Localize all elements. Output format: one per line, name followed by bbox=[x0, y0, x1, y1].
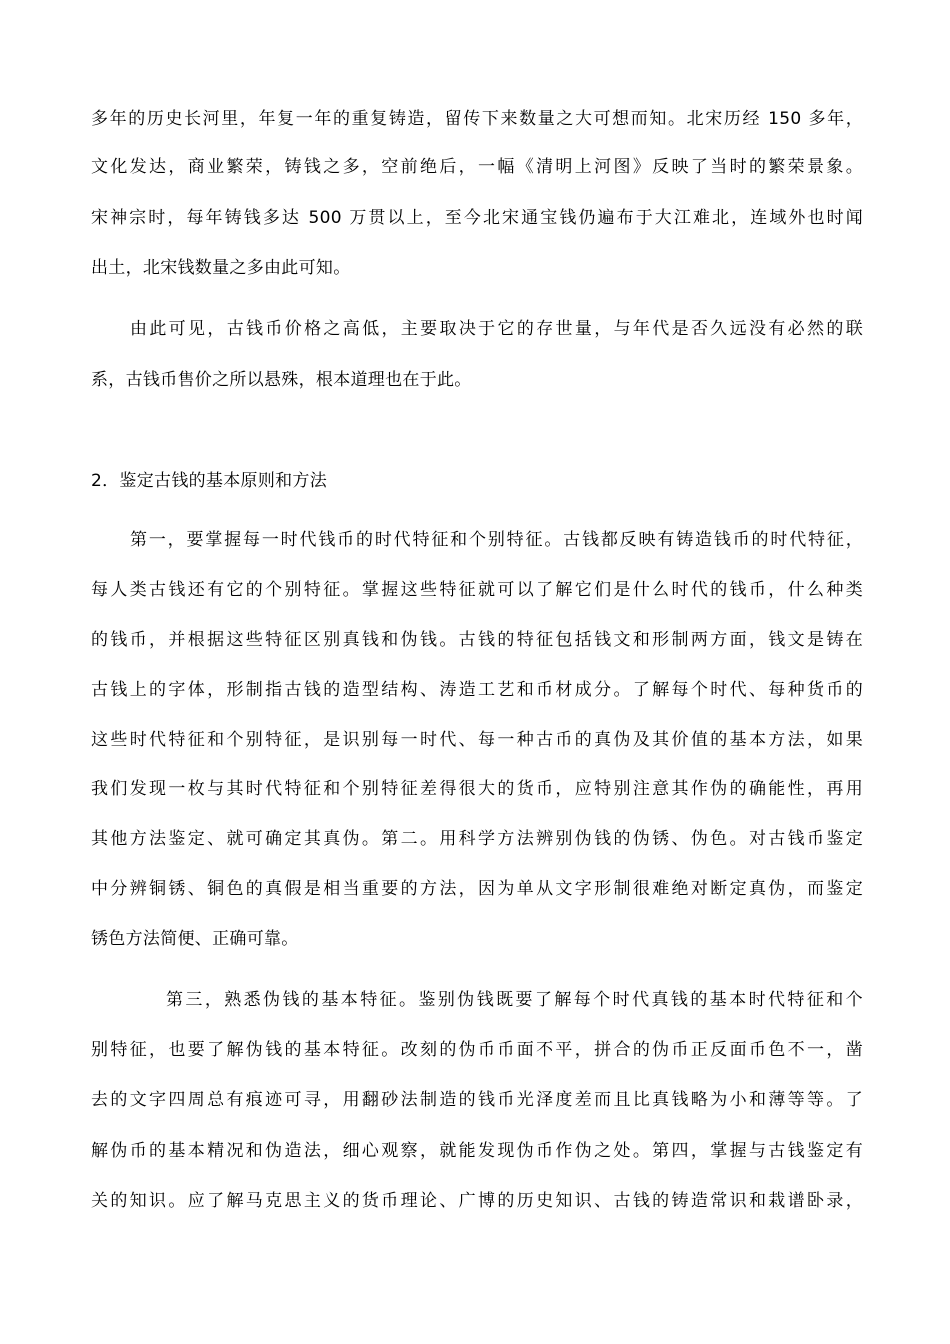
paragraph-line: 锈色方法简便、正确可靠。 bbox=[91, 929, 299, 949]
section-heading: 2．鉴定古钱的基本原则和方法 bbox=[91, 471, 328, 491]
paragraph-line: 由此可见，古钱币价格之高低，主要取决于它的存世量，与年代是否久远没有必然的联 bbox=[130, 319, 863, 339]
paragraph-line: 第一，要掌握每一时代钱币的时代特征和个别特征。古钱都反映有铸造钱币的时代特征， bbox=[130, 530, 863, 550]
paragraph-line: 我们发现一枚与其时代特征和个别特征差得很大的货币，应特别注意其作伪的确能性，再用 bbox=[91, 779, 863, 799]
paragraph-line: 去的文字四周总有痕迹可寻，用翻砂法制造的钱币光泽度差而且比真钱略为小和薄等等。了 bbox=[91, 1090, 863, 1110]
paragraph-line: 古钱上的字体，形制指古钱的造型结构、涛造工艺和币材成分。了解每个时代、每种货币的 bbox=[91, 680, 863, 700]
paragraph-line: 文化发达，商业繁荣，铸钱之多，空前绝后，一幅《清明上河图》反映了当时的繁荣景象。 bbox=[91, 157, 863, 177]
paragraph-line: 第三，熟悉伪钱的基本特征。鉴别伪钱既要了解每个时代真钱的基本时代特征和个 bbox=[166, 990, 863, 1010]
paragraph-line: 多年的历史长河里，年复一年的重复铸造，留传下来数量之大可想而知。北宋历经 150 多年， bbox=[91, 109, 863, 129]
paragraph-line: 出土，北宋钱数量之多由此可知。 bbox=[91, 258, 351, 278]
paragraph-line: 这些时代特征和个别特征，是识别每一时代、每一种古币的真伪及其价值的基本方法，如果 bbox=[91, 730, 863, 750]
paragraph-line: 解伪币的基本精况和伪造法，细心观察，就能发现伪币作伪之处。第四，掌握与古钱鉴定有 bbox=[91, 1141, 863, 1161]
paragraph-line: 其他方法鉴定、就可确定其真伪。第二。用科学方法辨别伪钱的伪锈、伪色。对古钱币鉴定 bbox=[91, 829, 863, 849]
paragraph-line: 别特征，也要了解伪钱的基本特征。改刻的伪币币面不平，拼合的伪币正反面币色不一，凿 bbox=[91, 1040, 863, 1060]
paragraph-line: 关的知识。应了解马克思主义的货币理论、广博的历史知识、古钱的铸造常识和栽谱卧录， bbox=[91, 1191, 863, 1211]
paragraph-line: 系，古钱币售价之所以悬殊，根本道理也在于此。 bbox=[91, 370, 472, 390]
paragraph-line: 每人类古钱还有它的个别特征。掌握这些特征就可以了解它们是什么时代的钱币，什么种类 bbox=[91, 580, 863, 600]
paragraph-line: 宋神宗时，每年铸钱多达 500 万贯以上，至今北宋通宝钱仍遍布于大江难北，连域外也时闻 bbox=[91, 208, 863, 228]
paragraph-line: 的钱币，并根据这些特征区别真钱和伪钱。古钱的特征包括钱文和形制两方面，钱文是铸在 bbox=[91, 630, 863, 650]
paragraph-line: 中分辨铜锈、铜色的真假是相当重要的方法，因为单从文字形制很难绝对断定真伪，而鉴定 bbox=[91, 879, 863, 899]
